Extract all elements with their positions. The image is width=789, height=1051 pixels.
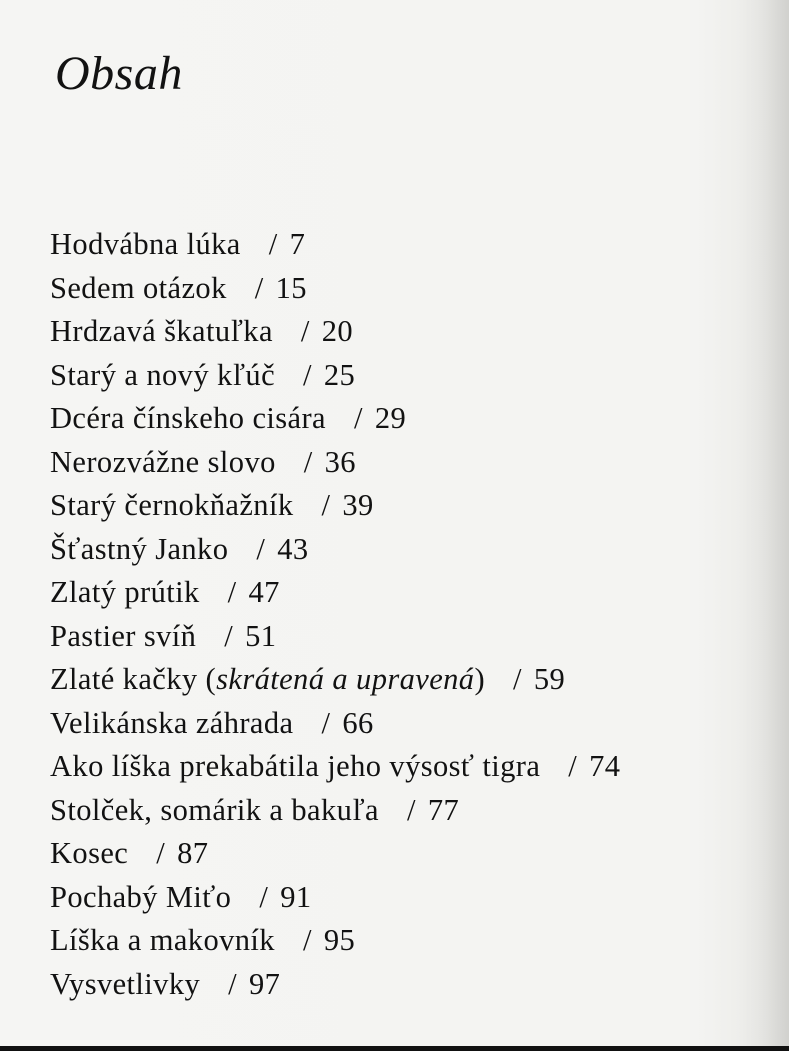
- toc-entry-title: Stolček, somárik a bakuľa: [50, 792, 379, 827]
- toc-entry: [50, 658, 770, 702]
- toc-separator: /: [254, 270, 264, 305]
- toc-entry: [50, 310, 770, 354]
- toc-entry-subtitle: skrátená a upravená: [216, 662, 475, 696]
- toc-entry-title: Dcéra čínskeho cisára: [50, 401, 326, 435]
- toc-page-number: 51: [245, 618, 277, 653]
- toc-entry: [50, 919, 770, 963]
- toc-entry: [50, 223, 770, 267]
- toc-separator: /: [227, 575, 237, 609]
- toc-separator: /: [321, 705, 331, 740]
- toc-page-number: 15: [275, 270, 307, 305]
- toc-separator: /: [513, 662, 522, 696]
- toc-entry: [50, 615, 770, 659]
- toc-entry: [50, 441, 770, 485]
- toc-separator: /: [300, 314, 310, 348]
- toc-entry-title: [50, 658, 485, 702]
- toc-entry-title: Šťastný Janko: [50, 531, 229, 566]
- toc-separator: /: [303, 444, 313, 479]
- subtitle-open-paren: (: [205, 662, 217, 696]
- toc-entry-title: Zlatý prútik: [50, 575, 200, 609]
- toc-entry-title: Pochabý Miťo: [50, 879, 232, 914]
- toc-separator: /: [353, 401, 363, 435]
- toc-entry: [50, 702, 770, 746]
- toc-entry-title: Starý a nový kľúč: [50, 357, 276, 392]
- toc-entry: [50, 876, 770, 920]
- toc-entry: [50, 528, 770, 572]
- toc-page-number: 66: [342, 705, 374, 740]
- toc-entry-title: Pastier svíň: [50, 618, 197, 653]
- toc-separator: /: [156, 836, 166, 870]
- toc-entry-main-title: Zlaté kačky: [50, 662, 198, 696]
- toc-page-number: 43: [277, 531, 309, 566]
- toc-separator: /: [321, 488, 331, 522]
- bottom-page-edge: [0, 1046, 789, 1051]
- toc-page-number: 97: [249, 966, 281, 1001]
- toc-page-number: 47: [248, 575, 280, 609]
- subtitle-close-paren: ): [474, 662, 486, 696]
- toc-page-number: 25: [323, 357, 356, 392]
- toc-page-number: 74: [589, 749, 621, 783]
- toc-page-number: 95: [323, 923, 356, 957]
- toc-separator: /: [228, 966, 237, 1001]
- toc-entry: [50, 354, 770, 398]
- toc-page-number: 7: [289, 227, 306, 261]
- toc-entry-title: Vysvetlivky: [50, 966, 201, 1001]
- toc-entry-title: Nerozvážne slovo: [50, 444, 276, 479]
- toc-entry: [50, 571, 770, 615]
- toc-entry: [50, 397, 770, 441]
- toc-page-number: 87: [177, 836, 209, 870]
- toc-entry: [50, 789, 770, 833]
- page-title: Obsah: [55, 47, 183, 100]
- toc-page-number: 20: [321, 314, 354, 348]
- toc-separator: /: [256, 531, 266, 566]
- toc-entry-title: Sedem otázok: [50, 270, 227, 305]
- toc-separator: /: [407, 792, 416, 827]
- toc-entry-title: Líška a makovník: [50, 923, 275, 957]
- toc-entry: [50, 963, 770, 1007]
- toc-entry-title: Ako líška prekabátila jeho výsosť tigra: [50, 749, 541, 783]
- toc-entry: [50, 267, 770, 311]
- toc-separator: /: [224, 618, 234, 653]
- table-of-contents: [50, 223, 770, 1006]
- toc-page-number: 91: [280, 879, 312, 914]
- toc-entry-title: Hodvábna lúka: [50, 227, 241, 261]
- toc-separator: /: [568, 749, 578, 783]
- toc-page-number: 59: [533, 662, 566, 696]
- toc-separator: /: [259, 879, 269, 914]
- toc-entry-title: Velikánska záhrada: [50, 705, 294, 740]
- toc-page-number: 29: [374, 401, 407, 435]
- toc-entry-title: Hrdzavá škatuľka: [50, 314, 273, 348]
- toc-page-number: 39: [342, 488, 374, 522]
- toc-separator: /: [302, 923, 312, 957]
- toc-entry-title: Kosec: [50, 836, 129, 870]
- toc-separator: /: [303, 357, 312, 392]
- toc-separator: /: [268, 227, 278, 261]
- toc-page-number: 36: [324, 444, 356, 479]
- toc-entry: [50, 832, 770, 876]
- toc-entry: [50, 484, 770, 528]
- toc-entry-title: Starý černokňažník: [50, 488, 294, 522]
- toc-entry: [50, 745, 770, 789]
- toc-page-number: 77: [427, 792, 460, 827]
